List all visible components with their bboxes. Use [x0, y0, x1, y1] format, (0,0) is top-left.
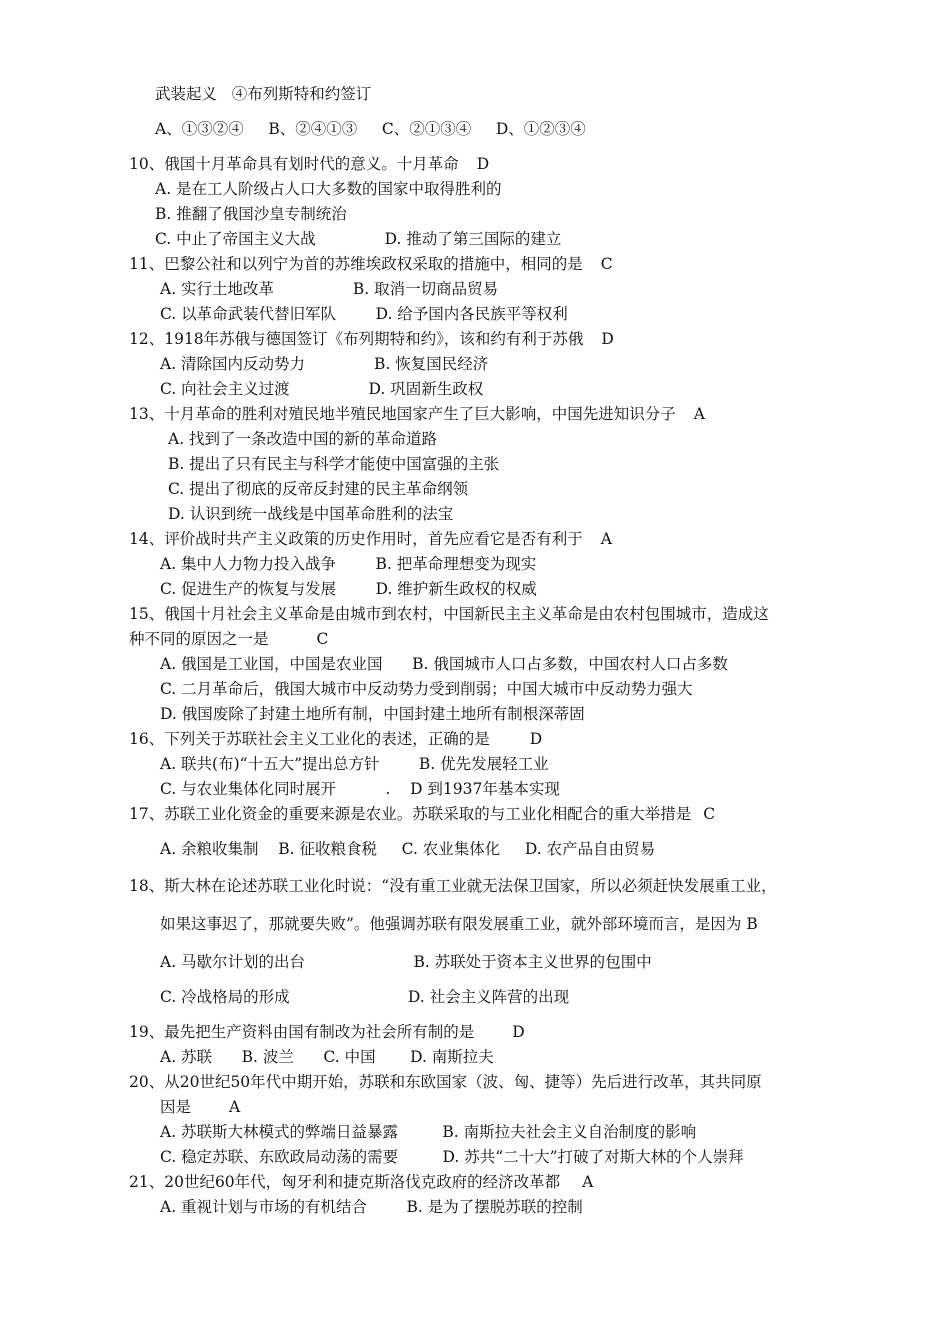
text-line: 武装起义 ④布列斯特和约签订	[155, 85, 372, 103]
option-line: A. 是在工人阶级占人口大多数的国家中取得胜利的	[155, 180, 502, 198]
option-line: C. 二月革命后，俄国大城市中反动势力受到削弱；中国大城市中反动势力强大	[160, 680, 693, 698]
question-15-cont: 种不同的原因之一是 C	[129, 630, 329, 648]
question-17: 17、苏联工业化资金的重要来源是农业。苏联采取的与工业化相配合的重大举措是 C	[129, 805, 716, 823]
question-16: 16、下列关于苏联社会主义工业化的表述，正确的是 D	[129, 730, 543, 748]
option-line: C. 稳定苏联、东欧政局动荡的需要 D. 苏共“二十大”打破了对斯大林的个人崇拜	[160, 1148, 744, 1166]
answer-10: D	[476, 155, 490, 173]
option-line: A. 苏联 B. 波兰 C. 中国 D. 南斯拉夫	[160, 1048, 494, 1066]
question-13: 13、十月革命的胜利对殖民地半殖民地国家产生了巨大影响，中国先进知识分子 A	[129, 405, 705, 423]
question-18: 18、斯大林在论述苏联工业化时说：“没有重工业就无法保卫国家，所以必须赶快发展重工业，	[129, 877, 777, 895]
option-line: A. 重视计划与市场的有机结合 B. 是为了摆脱苏联的控制	[160, 1198, 583, 1216]
question-20: 20、从20世纪50年代中期开始，苏联和东欧国家（波、匈、捷等）先后进行改革，其共同原	[129, 1073, 762, 1091]
option-line: A. 集中人力物力投入战争 B. 把革命理想变为现实	[160, 555, 537, 573]
answer-14: A	[600, 530, 612, 548]
option-line: A. 联共(布)“十五大”提出总方针 B. 优先发展轻工业	[160, 755, 549, 773]
option-line: C. 中止了帝国主义大战 D. 推动了第三国际的建立	[155, 230, 562, 248]
option-line: A. 余粮收集制 B. 征收粮食税 C. 农业集体化 D. 农产品自由贸易	[160, 840, 656, 858]
option-line: B. 推翻了俄国沙皇专制统治	[155, 205, 347, 223]
question-19: 19、最先把生产资料由国有制改为社会所有制的是 D	[129, 1023, 525, 1041]
option-line: A. 找到了一条改造中国的新的革命道路	[168, 430, 438, 448]
text-line: A、①③②④ B、②④①③ C、②①③④ D、①②③④	[155, 120, 586, 138]
option-line: C. 向社会主义过渡 D. 巩固新生政权	[160, 380, 484, 398]
option-line: D. 俄国废除了封建土地所有制，中国封建土地所有制根深蒂固	[160, 705, 585, 723]
answer-20: A	[229, 1098, 241, 1116]
question-12: 12、1918年苏俄与德国签订《布列期特和约》，该和约有利于苏俄 D	[129, 330, 614, 348]
question-20-cont: 因是 A	[160, 1098, 241, 1116]
question-11: 11、巴黎公社和以列宁为首的苏维埃政权采取的措施中，相同的是 C	[129, 255, 613, 273]
option-line: B. 提出了只有民主与科学才能使中国富强的主张	[168, 455, 500, 473]
question-18-cont: 如果这事迟了，那就要失败”。他强调苏联有限发展重工业，就外部环境而言，是因为 B	[160, 915, 758, 933]
option-line: A. 马歇尔计划的出台 B. 苏联处于资本主义世界的包围中	[160, 953, 652, 971]
option-line: A. 清除国内反动势力 B. 恢复国民经济	[160, 355, 489, 373]
option-line: C. 促进生产的恢复与发展 D. 维护新生政权的权威	[160, 580, 537, 598]
answer-11: C	[600, 255, 613, 273]
question-14: 14、评价战时共产主义政策的历史作用时，首先应看它是否有利于 A	[129, 530, 612, 548]
option-line: D. 认识到统一战线是中国革命胜利的法宝	[168, 505, 454, 523]
option-line: A. 俄国是工业国，中国是农业国 B. 俄国城市人口占多数，中国农村人口占多数	[160, 655, 728, 673]
answer-19: D	[512, 1023, 525, 1041]
option-line: A. 苏联斯大林模式的弊端日益暴露 B. 南斯拉夫社会主义自治制度的影响	[160, 1123, 697, 1141]
option-line: C. 冷战格局的形成 D. 社会主义阵营的出现	[160, 988, 570, 1006]
answer-21: A	[582, 1173, 594, 1191]
option-line: C. 与农业集体化同时展开 . D 到1937年基本实现	[160, 780, 560, 798]
answer-12: D	[601, 330, 614, 348]
question-10: 10、俄国十月革命具有划时代的意义。十月革命 D	[129, 155, 490, 173]
question-21: 21、20世纪60年代，匈牙利和捷克斯洛伐克政府的经济改革都 A	[129, 1173, 594, 1191]
answer-13: A	[693, 405, 705, 423]
answer-16: D	[529, 730, 543, 748]
option-line: C. 提出了彻底的反帝反封建的民主革命纲领	[168, 480, 469, 498]
option-line: A. 实行土地改革 B. 取消一切商品贸易	[160, 280, 499, 298]
answer-15: C	[316, 630, 329, 648]
question-15: 15、俄国十月社会主义革命是由城市到农村，中国新民主主义革命是由农村包围城市，造成这	[129, 605, 769, 623]
option-line: C. 以革命武装代替旧军队 D. 给予国内各民族平等权利	[160, 305, 568, 323]
answer-17: C	[703, 805, 716, 823]
